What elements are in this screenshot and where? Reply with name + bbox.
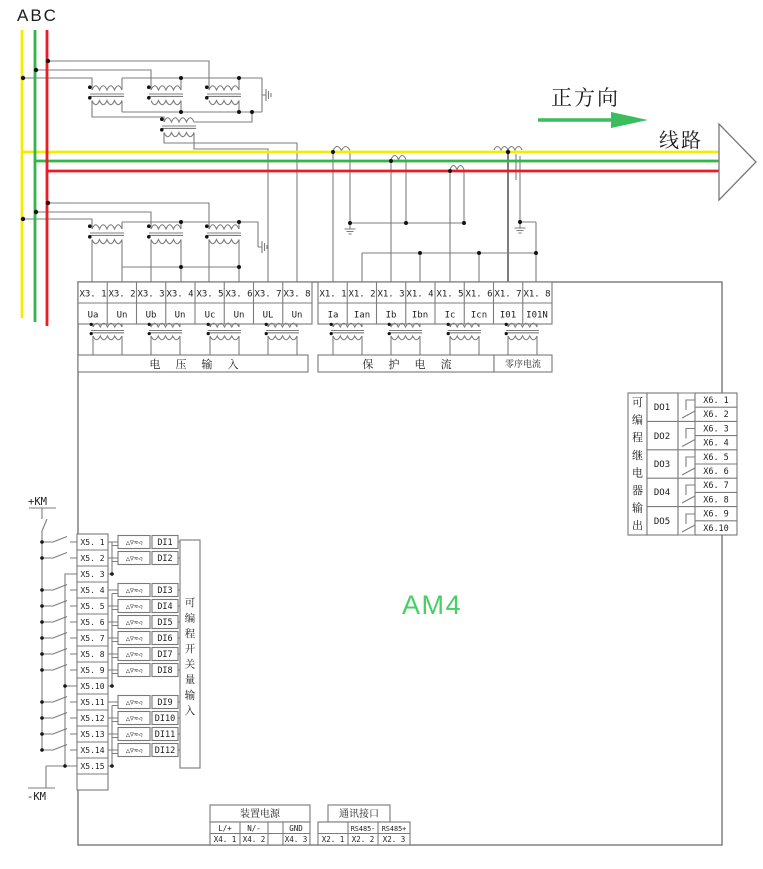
svg-text:X3. 1: X3. 1: [79, 289, 107, 300]
svg-text:△▽≈◁: △▽≈◁: [125, 730, 143, 739]
x5-terminal-labels: [80, 538, 104, 771]
svg-text:X5.11: X5.11: [80, 698, 105, 707]
svg-text:X1. 3: X1. 3: [377, 289, 405, 300]
relay-output-label: 可编程继电器输出: [632, 397, 643, 533]
direction-label: 正方向: [551, 87, 620, 110]
svg-text:DI3: DI3: [157, 586, 173, 596]
svg-text:X5.15: X5.15: [80, 762, 105, 771]
svg-text:△▽≈◁: △▽≈◁: [125, 602, 143, 611]
svg-text:X5. 5: X5. 5: [80, 602, 105, 611]
svg-text:△▽≈◁: △▽≈◁: [125, 650, 143, 659]
svg-text:I01: I01: [499, 310, 517, 321]
svg-text:△▽≈◁: △▽≈◁: [125, 554, 143, 563]
svg-text:通讯接口: 通讯接口: [339, 809, 379, 820]
svg-text:X5. 4: X5. 4: [80, 586, 105, 595]
svg-text:I01N: I01N: [526, 310, 548, 321]
svg-text:X5.14: X5.14: [80, 746, 105, 755]
svg-text:X1. 2: X1. 2: [348, 289, 376, 300]
svg-text:DO1: DO1: [653, 403, 671, 413]
svg-text:Ian: Ian: [353, 310, 371, 321]
svg-text:△▽≈◁: △▽≈◁: [125, 714, 143, 723]
svg-text:X1. 7: X1. 7: [494, 289, 522, 300]
svg-text:X3. 5: X3. 5: [196, 289, 224, 300]
svg-text:DI8: DI8: [157, 666, 173, 676]
svg-text:X6. 7: X6. 7: [703, 481, 729, 492]
svg-text:X6. 5: X6. 5: [703, 452, 729, 463]
svg-text:Ia: Ia: [327, 310, 339, 321]
svg-text:X5. 2: X5. 2: [80, 554, 105, 563]
svg-text:DI4: DI4: [157, 602, 173, 612]
svg-text:△▽≈◁: △▽≈◁: [125, 666, 143, 675]
svg-text:X5. 9: X5. 9: [80, 666, 105, 675]
svg-text:X6.10: X6.10: [703, 523, 729, 534]
svg-text:X5.10: X5.10: [80, 682, 105, 691]
svg-text:Ub: Ub: [145, 310, 157, 321]
svg-text:X3. 6: X3. 6: [225, 289, 253, 300]
svg-text:RS485-: RS485-: [350, 825, 376, 833]
svg-text:Un: Un: [116, 310, 128, 321]
svg-text:X2. 3: X2. 3: [382, 835, 406, 844]
svg-text:DI12: DI12: [154, 746, 176, 756]
svg-text:DO3: DO3: [653, 460, 671, 470]
device-model-label: AM4: [402, 590, 463, 620]
voltage-input-label: 电 压 输 入: [149, 359, 245, 371]
svg-text:△▽≈◁: △▽≈◁: [125, 634, 143, 643]
svg-text:X5.13: X5.13: [80, 730, 105, 739]
svg-text:X1. 5: X1. 5: [436, 289, 464, 300]
svg-text:X3. 4: X3. 4: [166, 289, 194, 300]
line-label: 线路: [659, 130, 703, 152]
svg-text:DI10: DI10: [154, 714, 176, 724]
svg-text:DI1: DI1: [157, 538, 173, 548]
svg-text:X6. 4: X6. 4: [703, 438, 729, 449]
svg-text:X5. 3: X5. 3: [80, 570, 105, 579]
km-plus-label: +KM: [28, 496, 47, 508]
svg-text:X3. 3: X3. 3: [137, 289, 165, 300]
svg-text:X6. 9: X6. 9: [703, 509, 729, 520]
phase-label: ABC: [17, 6, 58, 25]
svg-text:DI2: DI2: [157, 554, 173, 564]
zero-seq-label: 零序电流: [504, 359, 542, 369]
km-minus-label: -KM: [27, 791, 46, 803]
svg-text:Icn: Icn: [470, 310, 488, 321]
svg-text:X3. 8: X3. 8: [283, 289, 311, 300]
svg-text:X5. 7: X5. 7: [80, 634, 105, 643]
svg-text:Un: Un: [233, 310, 245, 321]
svg-text:X1. 8: X1. 8: [523, 289, 551, 300]
svg-text:DO5: DO5: [653, 517, 671, 527]
svg-text:△▽≈◁: △▽≈◁: [125, 586, 143, 595]
svg-text:△▽≈◁: △▽≈◁: [125, 698, 143, 707]
svg-text:Uc: Uc: [204, 310, 216, 321]
svg-text:△▽≈◁: △▽≈◁: [125, 746, 143, 755]
svg-text:X5. 6: X5. 6: [80, 618, 105, 627]
svg-text:装置电源: 装置电源: [240, 809, 280, 820]
svg-text:DI6: DI6: [157, 634, 173, 644]
svg-text:DI11: DI11: [154, 730, 176, 740]
svg-text:N/-: N/-: [247, 824, 261, 833]
svg-text:UL: UL: [262, 310, 274, 321]
svg-text:X5. 8: X5. 8: [80, 650, 105, 659]
svg-text:X5.12: X5.12: [80, 714, 105, 723]
svg-text:X1. 6: X1. 6: [465, 289, 493, 300]
svg-text:Un: Un: [174, 310, 186, 321]
svg-text:L/+: L/+: [218, 824, 232, 833]
svg-text:X5. 1: X5. 1: [80, 538, 105, 547]
svg-text:X2. 2: X2. 2: [351, 835, 375, 844]
svg-text:X6. 8: X6. 8: [703, 495, 729, 506]
svg-text:Ibn: Ibn: [411, 310, 429, 321]
svg-text:X4. 2: X4. 2: [242, 835, 266, 844]
svg-text:△▽≈◁: △▽≈◁: [125, 538, 143, 547]
svg-text:X6. 2: X6. 2: [703, 410, 729, 421]
svg-text:DO2: DO2: [653, 432, 671, 442]
svg-text:DO4: DO4: [653, 488, 671, 498]
svg-text:GND: GND: [289, 824, 303, 833]
svg-text:Ib: Ib: [385, 310, 397, 321]
svg-text:X6. 1: X6. 1: [703, 396, 729, 406]
svg-text:X6. 6: X6. 6: [703, 467, 729, 477]
svg-text:DI9: DI9: [157, 698, 173, 708]
svg-text:DI7: DI7: [157, 650, 173, 660]
svg-text:△▽≈◁: △▽≈◁: [125, 618, 143, 627]
x3-terminal-strip: [78, 282, 312, 324]
svg-text:RS485+: RS485+: [381, 825, 407, 833]
svg-text:X6. 3: X6. 3: [703, 424, 729, 435]
switch-input-label: 可编程开关量输入: [184, 597, 196, 717]
svg-text:Un: Un: [291, 310, 303, 321]
svg-text:Ic: Ic: [444, 310, 456, 321]
svg-text:Ua: Ua: [87, 310, 99, 321]
svg-text:X4. 3: X4. 3: [284, 835, 308, 844]
svg-text:X1. 4: X1. 4: [406, 289, 434, 300]
svg-text:X4. 1: X4. 1: [213, 835, 237, 844]
svg-text:X3. 2: X3. 2: [108, 289, 136, 300]
svg-text:X2. 1: X2. 1: [321, 835, 345, 844]
svg-text:X3. 7: X3. 7: [254, 289, 282, 300]
svg-text:X1. 1: X1. 1: [319, 289, 347, 300]
svg-text:DI5: DI5: [157, 618, 173, 628]
protection-current-label: 保 护 电 流: [362, 359, 458, 371]
